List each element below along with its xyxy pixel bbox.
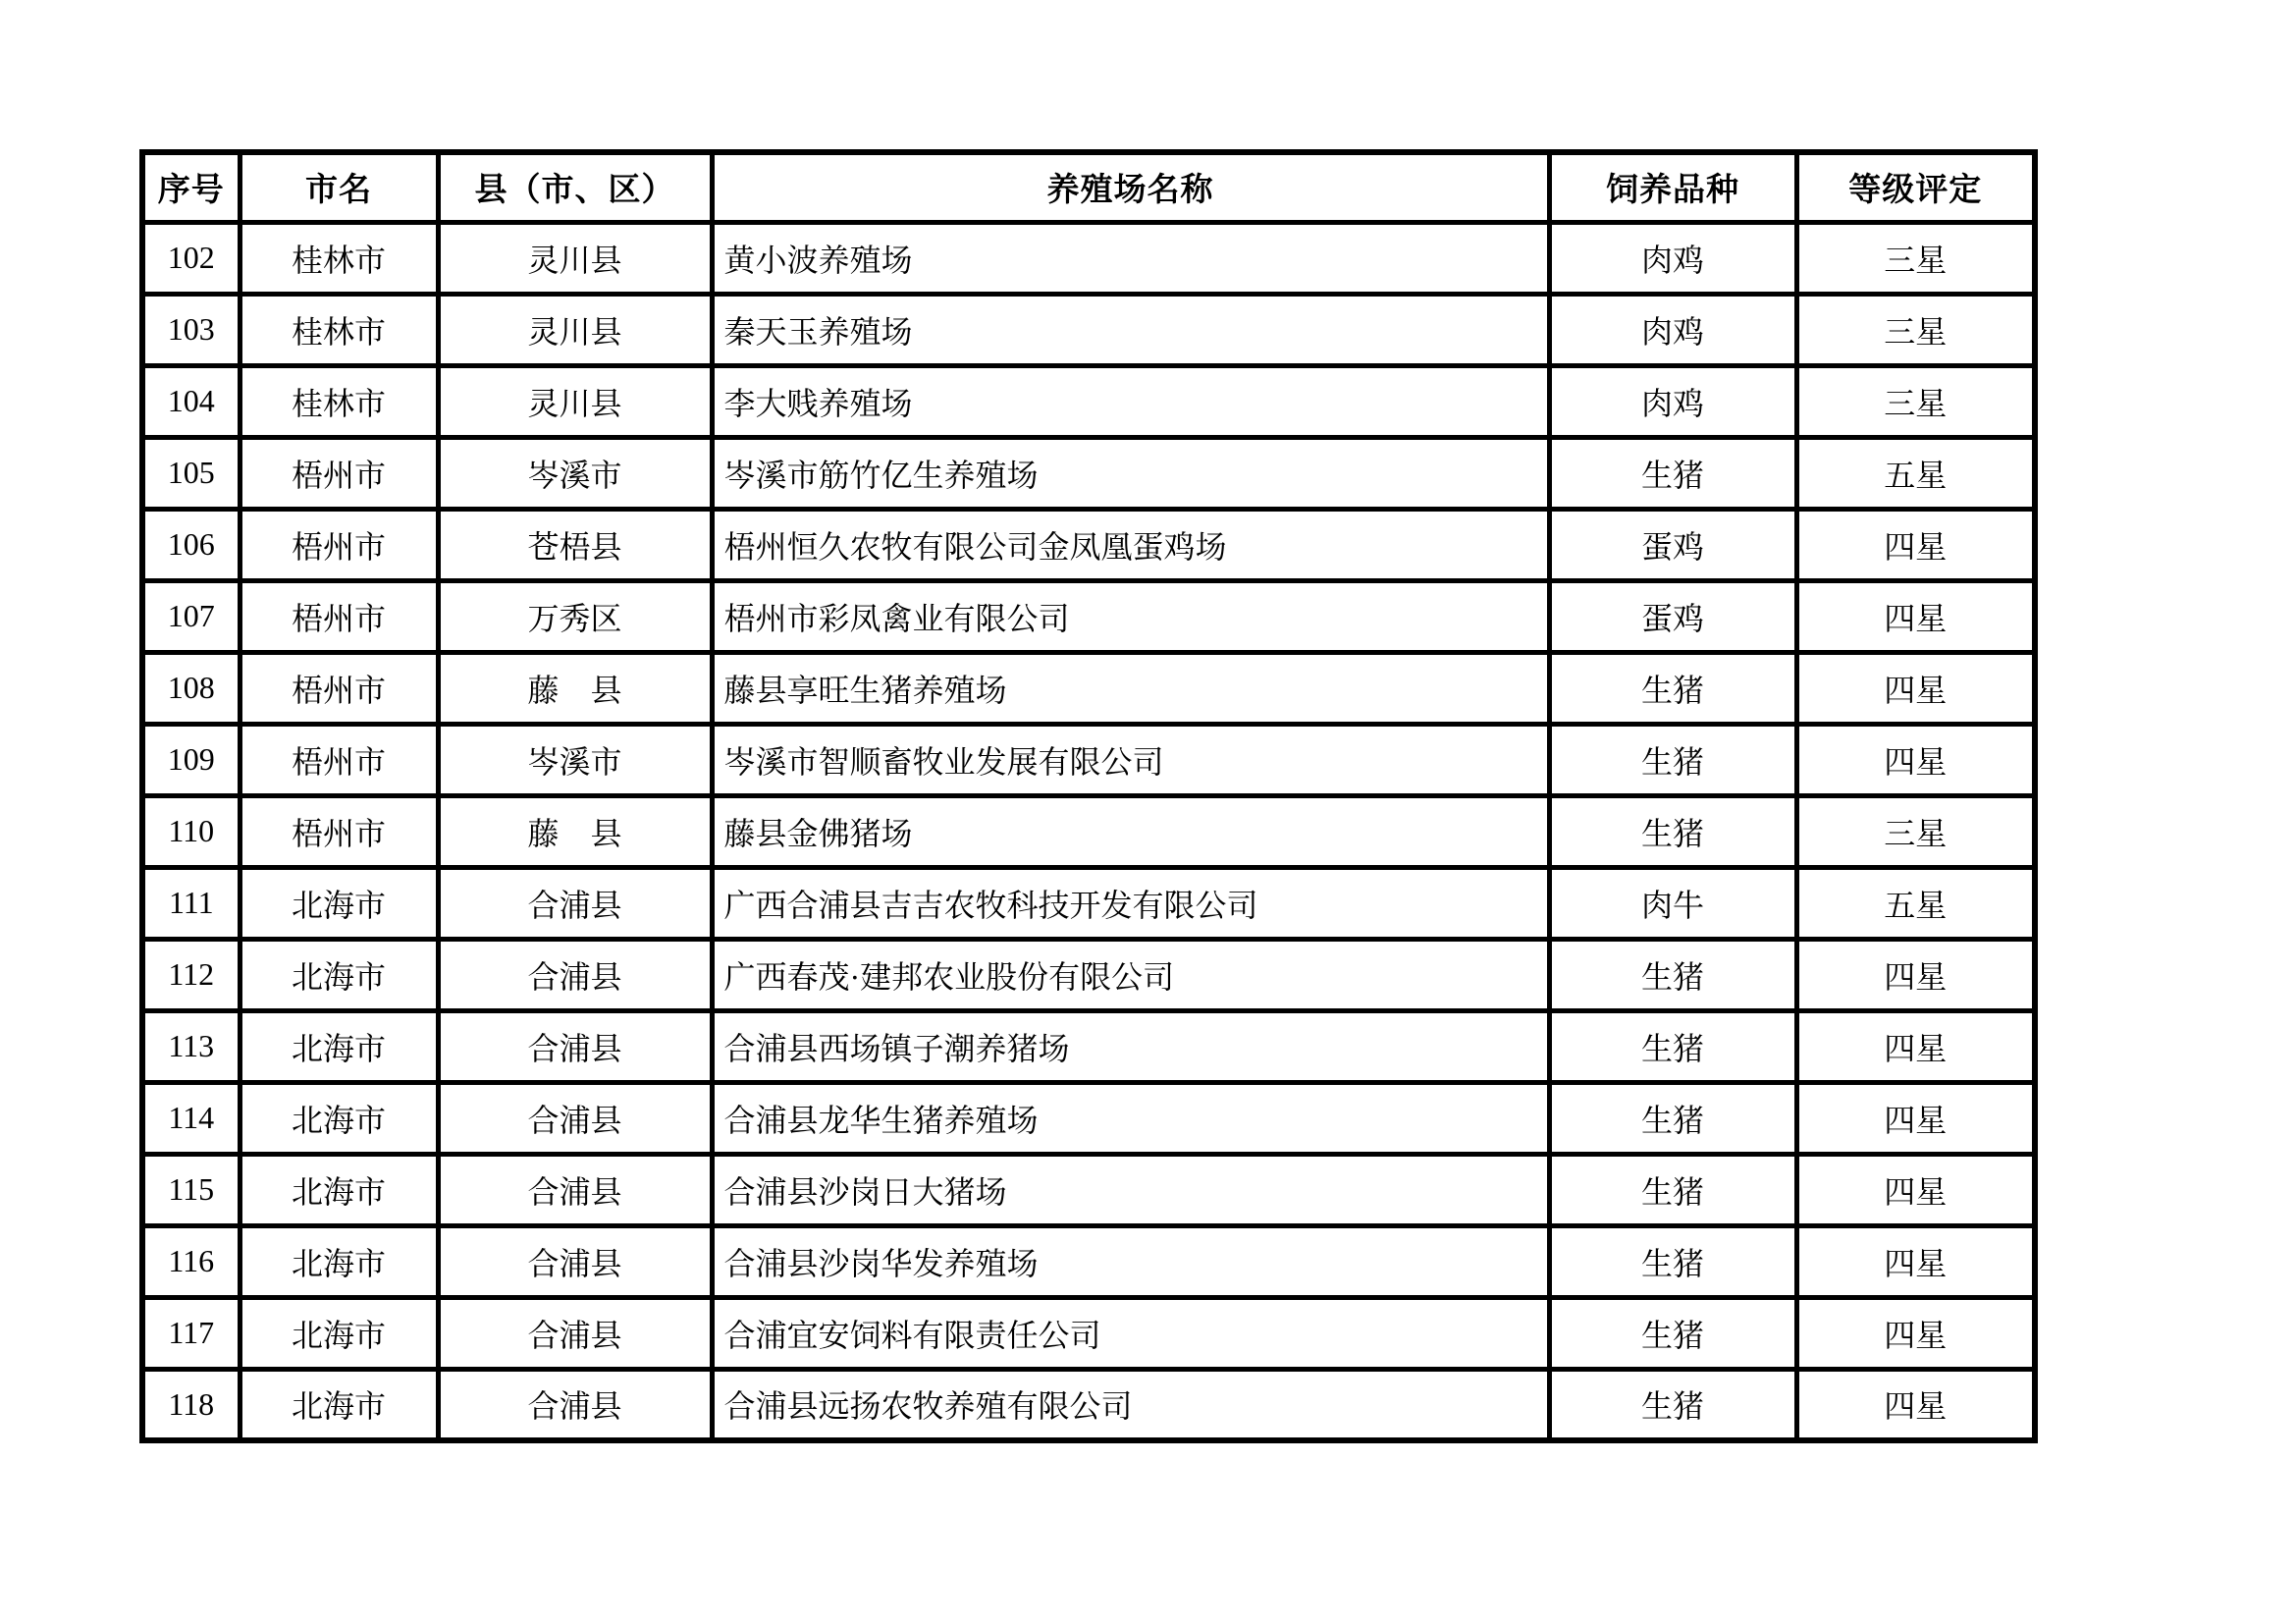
cell-farm-name: 合浦县沙岗日大猪场 [712,1154,1549,1225]
cell-farm-name: 藤县享旺生猪养殖场 [712,652,1549,724]
cell-farm-name: 合浦县西场镇子潮养猪场 [712,1010,1549,1082]
cell-city: 北海市 [240,939,438,1010]
cell-city: 北海市 [240,1082,438,1154]
table-row [142,867,2035,939]
cell-farm-name: 合浦宜安饲料有限责任公司 [712,1297,1549,1369]
cell-breed: 肉鸡 [1549,365,1796,437]
farms-table [139,149,2038,1443]
column-header-county: 县（市、区） [438,152,712,222]
cell-county: 藤 县 [438,652,712,724]
cell-county: 灵川县 [438,294,712,365]
cell-farm-name: 合浦县远扬农牧养殖有限公司 [712,1369,1549,1440]
cell-grade: 三星 [1796,222,2035,294]
cell-city: 梧州市 [240,509,438,580]
cell-grade: 五星 [1796,867,2035,939]
cell-farm-name: 梧州市彩凤禽业有限公司 [712,580,1549,652]
cell-city: 梧州市 [240,580,438,652]
cell-breed: 生猪 [1549,1297,1796,1369]
table-row [142,939,2035,1010]
table-row [142,1082,2035,1154]
cell-farm-name: 藤县金佛猪场 [712,795,1549,867]
cell-grade: 四星 [1796,580,2035,652]
cell-city: 梧州市 [240,795,438,867]
cell-grade: 四星 [1796,1369,2035,1440]
cell-index: 103 [142,294,240,365]
cell-grade: 四星 [1796,939,2035,1010]
cell-grade: 四星 [1796,724,2035,795]
cell-index: 104 [142,365,240,437]
cell-index: 112 [142,939,240,1010]
cell-farm-name: 广西合浦县吉吉农牧科技开发有限公司 [712,867,1549,939]
cell-grade: 四星 [1796,509,2035,580]
cell-city: 桂林市 [240,294,438,365]
cell-county: 合浦县 [438,939,712,1010]
cell-breed: 肉鸡 [1549,222,1796,294]
cell-farm-name: 黄小波养殖场 [712,222,1549,294]
cell-breed: 肉鸡 [1549,294,1796,365]
cell-breed: 生猪 [1549,795,1796,867]
cell-breed: 生猪 [1549,1082,1796,1154]
cell-index: 105 [142,437,240,509]
cell-breed: 生猪 [1549,652,1796,724]
cell-breed: 生猪 [1549,1010,1796,1082]
cell-county: 岑溪市 [438,724,712,795]
cell-city: 梧州市 [240,437,438,509]
table-body [142,222,2035,1440]
cell-grade: 四星 [1796,652,2035,724]
cell-index: 115 [142,1154,240,1225]
table-row [142,724,2035,795]
cell-farm-name: 梧州恒久农牧有限公司金凤凰蛋鸡场 [712,509,1549,580]
table-row [142,509,2035,580]
cell-farm-name: 合浦县龙华生猪养殖场 [712,1082,1549,1154]
cell-county: 藤 县 [438,795,712,867]
cell-farm-name: 岑溪市筋竹亿生养殖场 [712,437,1549,509]
header-row [142,152,2035,222]
cell-breed: 蛋鸡 [1549,580,1796,652]
table-row [142,222,2035,294]
cell-county: 苍梧县 [438,509,712,580]
table-row [142,437,2035,509]
cell-grade: 三星 [1796,365,2035,437]
table-row [142,294,2035,365]
cell-county: 合浦县 [438,1010,712,1082]
cell-index: 116 [142,1225,240,1297]
cell-index: 109 [142,724,240,795]
column-header-grade: 等级评定 [1796,152,2035,222]
cell-city: 北海市 [240,1297,438,1369]
cell-city: 北海市 [240,1154,438,1225]
table-row [142,1297,2035,1369]
cell-grade: 四星 [1796,1225,2035,1297]
cell-city: 桂林市 [240,365,438,437]
cell-city: 北海市 [240,867,438,939]
cell-county: 合浦县 [438,1297,712,1369]
table-row [142,1369,2035,1440]
cell-county: 岑溪市 [438,437,712,509]
column-header-city: 市名 [240,152,438,222]
cell-grade: 四星 [1796,1082,2035,1154]
cell-grade: 五星 [1796,437,2035,509]
column-header-breed: 饲养品种 [1549,152,1796,222]
cell-city: 梧州市 [240,724,438,795]
cell-index: 114 [142,1082,240,1154]
cell-grade: 三星 [1796,795,2035,867]
cell-county: 合浦县 [438,1154,712,1225]
cell-breed: 生猪 [1549,1225,1796,1297]
cell-farm-name: 广西春茂·建邦农业股份有限公司 [712,939,1549,1010]
table-row [142,1010,2035,1082]
cell-farm-name: 岑溪市智顺畜牧业发展有限公司 [712,724,1549,795]
cell-index: 117 [142,1297,240,1369]
cell-county: 合浦县 [438,1369,712,1440]
table-row [142,795,2035,867]
cell-city: 北海市 [240,1369,438,1440]
table-header [142,152,2035,222]
table-row [142,580,2035,652]
cell-index: 107 [142,580,240,652]
cell-farm-name: 秦天玉养殖场 [712,294,1549,365]
cell-county: 灵川县 [438,365,712,437]
cell-breed: 生猪 [1549,1154,1796,1225]
cell-index: 113 [142,1010,240,1082]
cell-breed: 肉牛 [1549,867,1796,939]
cell-index: 102 [142,222,240,294]
cell-city: 北海市 [240,1225,438,1297]
cell-city: 北海市 [240,1010,438,1082]
column-header-farm-name: 养殖场名称 [712,152,1549,222]
cell-index: 110 [142,795,240,867]
cell-grade: 四星 [1796,1154,2035,1225]
table-row [142,652,2035,724]
cell-index: 118 [142,1369,240,1440]
table-row [142,1225,2035,1297]
cell-grade: 四星 [1796,1010,2035,1082]
cell-breed: 生猪 [1549,724,1796,795]
cell-index: 106 [142,509,240,580]
cell-county: 合浦县 [438,1225,712,1297]
cell-city: 梧州市 [240,652,438,724]
cell-index: 111 [142,867,240,939]
column-header-index: 序号 [142,152,240,222]
cell-index: 108 [142,652,240,724]
cell-breed: 生猪 [1549,939,1796,1010]
table-row [142,1154,2035,1225]
cell-county: 灵川县 [438,222,712,294]
cell-county: 万秀区 [438,580,712,652]
cell-farm-name: 李大贱养殖场 [712,365,1549,437]
cell-grade: 四星 [1796,1297,2035,1369]
cell-farm-name: 合浦县沙岗华发养殖场 [712,1225,1549,1297]
cell-city: 桂林市 [240,222,438,294]
cell-breed: 生猪 [1549,1369,1796,1440]
cell-county: 合浦县 [438,1082,712,1154]
cell-grade: 三星 [1796,294,2035,365]
cell-breed: 蛋鸡 [1549,509,1796,580]
cell-breed: 生猪 [1549,437,1796,509]
cell-county: 合浦县 [438,867,712,939]
table-row [142,365,2035,437]
